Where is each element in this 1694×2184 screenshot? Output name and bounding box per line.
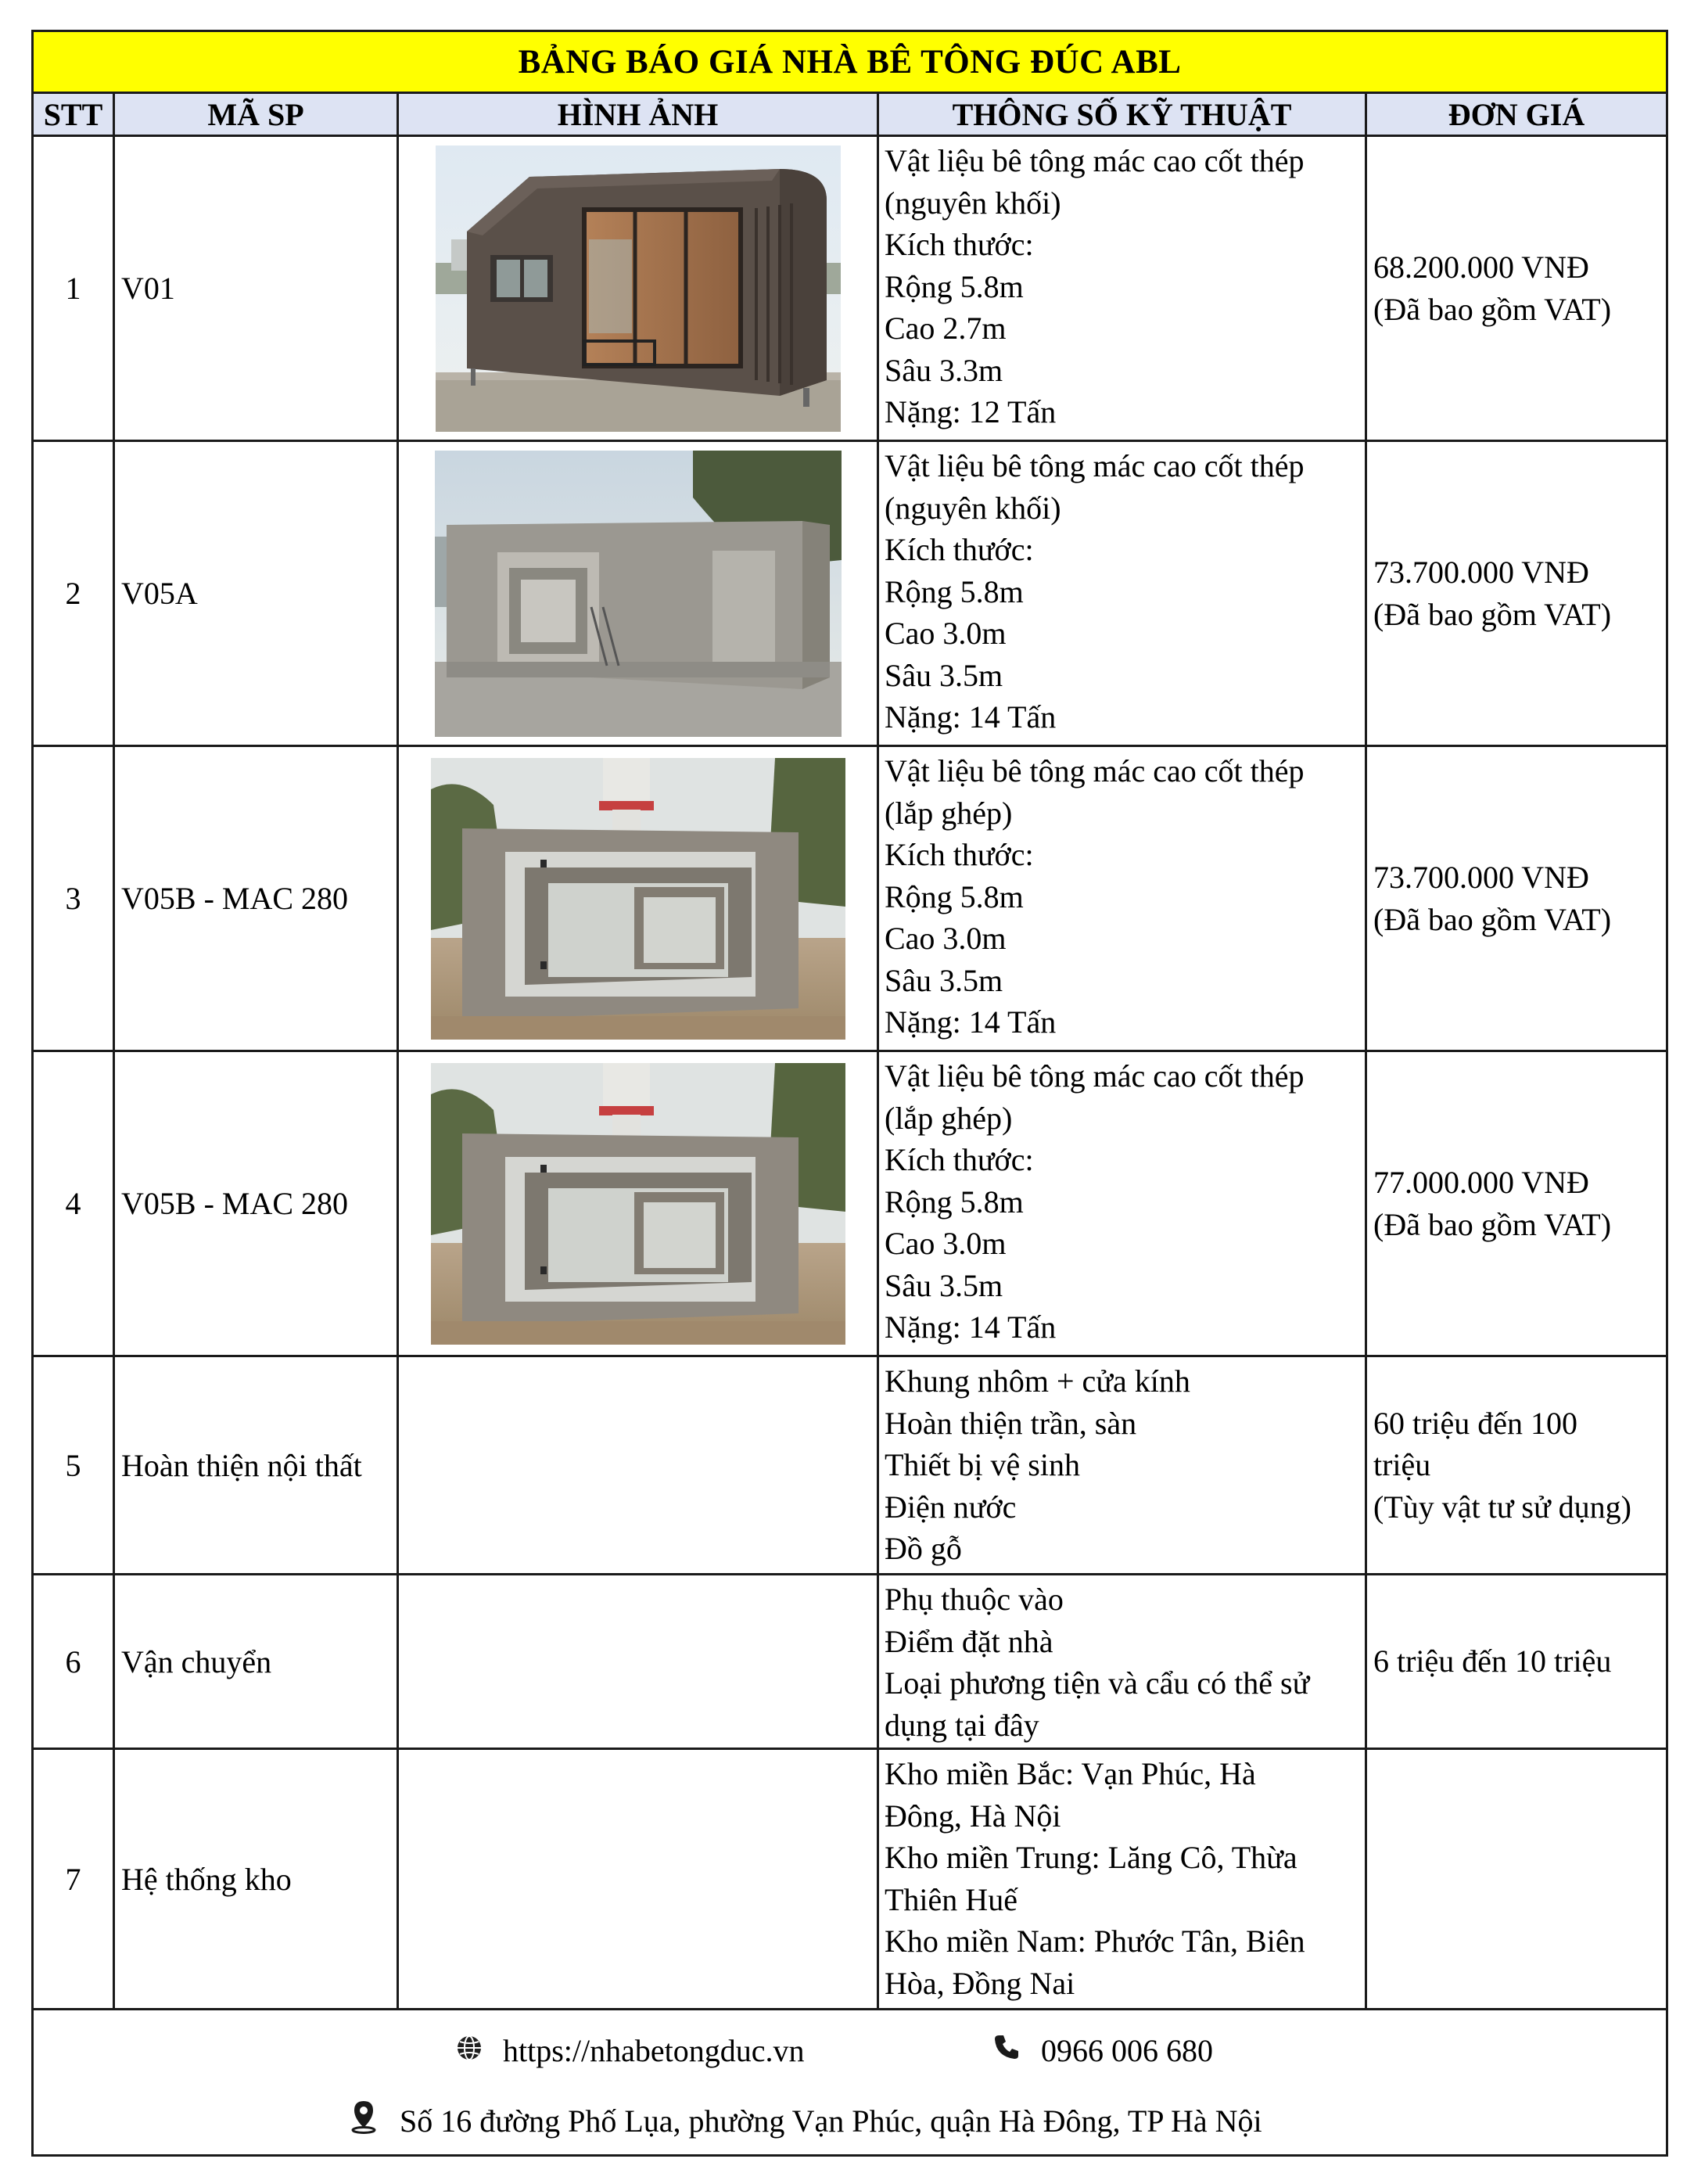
product-code: Hoàn thiện nội thất (114, 1356, 398, 1575)
spec-line: Thiết bị vệ sinh (885, 1447, 1080, 1482)
spec-cell (878, 1749, 1366, 2010)
spec-line: Rộng 5.8m (885, 1184, 1024, 1220)
row-number: 1 (33, 136, 114, 441)
table-row (33, 1749, 1667, 2010)
globe-icon (456, 2032, 483, 2069)
spec-line: Điện nước (885, 1489, 1017, 1525)
row-number: 4 (33, 1051, 114, 1356)
price-note: (Tùy vật tư sử dụng) (1373, 1489, 1631, 1525)
spec-line: Cao 3.0m (885, 1226, 1007, 1261)
price-cell (1366, 1575, 1667, 1749)
row-number: 7 (33, 1749, 114, 2010)
spec-line: (lắp ghép) (885, 1100, 1013, 1136)
modular-cabin-photo (436, 145, 841, 432)
price-value: 73.700.000 VNĐ (1373, 860, 1589, 895)
spec-cell (878, 746, 1366, 1051)
price-note: (Đã bao gồm VAT) (1373, 291, 1612, 327)
spec-cell (878, 1051, 1366, 1356)
concrete-frame-photo (435, 451, 842, 737)
product-code: Hệ thống kho (114, 1749, 398, 2010)
price-cell (1366, 1749, 1667, 2010)
row-number: 3 (33, 746, 114, 1051)
phone-number[interactable]: 0966 006 680 (1041, 2033, 1213, 2068)
spec-cell (878, 441, 1366, 746)
website-link[interactable]: https://nhabetongduc.vn (503, 2033, 805, 2068)
table-row (33, 1356, 1667, 1575)
phone-row (992, 2032, 1213, 2069)
table-row (33, 441, 1667, 746)
spec-line: Nặng: 14 Tấn (885, 699, 1057, 735)
column-header-specs: THÔNG SỐ KỸ THUẬT (878, 93, 1366, 136)
spec-line: Nặng: 14 Tấn (885, 1309, 1057, 1345)
website-row (456, 2032, 805, 2069)
spec-line: Rộng 5.8m (885, 878, 1024, 914)
price-value: 6 triệu đến 10 triệu (1373, 1643, 1612, 1679)
product-image-cell (398, 441, 878, 746)
spec-line: Vật liệu bê tông mác cao cốt thép (885, 143, 1305, 178)
product-code: Vận chuyển (114, 1575, 398, 1749)
spec-line: Cao 3.0m (885, 616, 1007, 651)
column-header-image: HÌNH ẢNH (398, 93, 878, 136)
spec-line: Đông, Hà Nội (885, 1798, 1061, 1834)
spec-line: Hòa, Đồng Nai (885, 1965, 1075, 2001)
price-value: 68.200.000 VNĐ (1373, 250, 1589, 285)
spec-cell (878, 1356, 1366, 1575)
spec-line: Kho miền Nam: Phước Tân, Biên (885, 1924, 1305, 1959)
column-header-price: ĐƠN GIÁ (1366, 93, 1667, 136)
product-image-cell (398, 1749, 878, 2010)
spec-line: Nặng: 12 Tấn (885, 394, 1057, 429)
spec-line: Sâu 3.5m (885, 962, 1003, 998)
price-cell (1366, 441, 1667, 746)
page-title: BẢNG BÁO GIÁ NHÀ BÊ TÔNG ĐÚC ABL (33, 31, 1667, 93)
spec-line: (lắp ghép) (885, 795, 1013, 831)
price-cell (1366, 1051, 1667, 1356)
spec-line: Khung nhôm + cửa kính (885, 1363, 1190, 1399)
spec-line: Vật liệu bê tông mác cao cốt thép (885, 753, 1305, 788)
column-header-product-code: MÃ SP (114, 93, 398, 136)
price-value: 77.000.000 VNĐ (1373, 1165, 1589, 1200)
contact-footer (33, 2010, 1667, 2156)
spec-line: Kích thước: (885, 837, 1034, 872)
spec-line: Phụ thuộc vào (885, 1582, 1064, 1617)
spec-line: (nguyên khối) (885, 490, 1061, 526)
phone-icon (992, 2032, 1021, 2069)
spec-line: Kích thước: (885, 227, 1034, 262)
table-row (33, 746, 1667, 1051)
assembled-frame-photo (431, 758, 845, 1040)
product-image-cell (398, 1575, 878, 1749)
product-image-cell (398, 136, 878, 441)
spec-line: Kho miền Trung: Lăng Cô, Thừa (885, 1840, 1297, 1875)
price-note: (Đã bao gồm VAT) (1373, 901, 1612, 937)
price-cell (1366, 746, 1667, 1051)
price-note: (Đã bao gồm VAT) (1373, 596, 1612, 632)
spec-line: dụng tại đây (885, 1707, 1039, 1743)
spec-line: Điểm đặt nhà (885, 1623, 1053, 1659)
spec-line: Nặng: 14 Tấn (885, 1004, 1057, 1040)
table-row (33, 1575, 1667, 1749)
spec-line: Vật liệu bê tông mác cao cốt thép (885, 1058, 1305, 1094)
spec-cell (878, 1575, 1366, 1749)
product-code: V05A (114, 441, 398, 746)
table-row (33, 1051, 1667, 1356)
spec-line: Kích thước: (885, 532, 1034, 567)
spec-line: Kích thước: (885, 1142, 1034, 1177)
column-header-stt: STT (33, 93, 114, 136)
address-text: Số 16 đường Phố Lụa, phường Vạn Phúc, quận Hà Đông, TP Hà Nội (400, 2103, 1262, 2139)
spec-line: Sâu 3.5m (885, 657, 1003, 693)
price-value: triệu (1373, 1447, 1431, 1483)
product-code: V05B - MAC 280 (114, 746, 398, 1051)
spec-cell (878, 136, 1366, 441)
product-image-cell (398, 1356, 878, 1575)
row-number: 6 (33, 1575, 114, 1749)
product-image-cell (398, 746, 878, 1051)
table-row (33, 136, 1667, 441)
price-cell (1366, 1356, 1667, 1575)
spec-line: Vật liệu bê tông mác cao cốt thép (885, 448, 1305, 483)
price-cell (1366, 136, 1667, 441)
price-value: 73.700.000 VNĐ (1373, 555, 1589, 590)
spec-line: Cao 2.7m (885, 311, 1007, 346)
spec-line: (nguyên khối) (885, 185, 1061, 221)
spec-line: Kho miền Bắc: Vạn Phúc, Hà (885, 1756, 1256, 1791)
row-number: 2 (33, 441, 114, 746)
assembled-frame-photo (431, 1063, 845, 1345)
spec-line: Đồ gỗ (885, 1531, 962, 1566)
location-pin-icon (348, 2100, 379, 2142)
spec-line: Thiên Huế (885, 1881, 1017, 1917)
spec-line: Sâu 3.3m (885, 352, 1003, 388)
product-code: V05B - MAC 280 (114, 1051, 398, 1356)
row-number: 5 (33, 1356, 114, 1575)
address-row (348, 2100, 1262, 2142)
spec-line: Cao 3.0m (885, 921, 1007, 956)
spec-line: Rộng 5.8m (885, 268, 1024, 304)
spec-line: Rộng 5.8m (885, 573, 1024, 609)
product-image-cell (398, 1051, 878, 1356)
price-note: (Đã bao gồm VAT) (1373, 1206, 1612, 1242)
price-value: 60 triệu đến 100 (1373, 1405, 1578, 1441)
spec-line: Loại phương tiện và cẩu có thể sử (885, 1665, 1310, 1701)
spec-line: Sâu 3.5m (885, 1267, 1003, 1303)
spec-line: Hoàn thiện trần, sàn (885, 1405, 1137, 1441)
product-code: V01 (114, 136, 398, 441)
